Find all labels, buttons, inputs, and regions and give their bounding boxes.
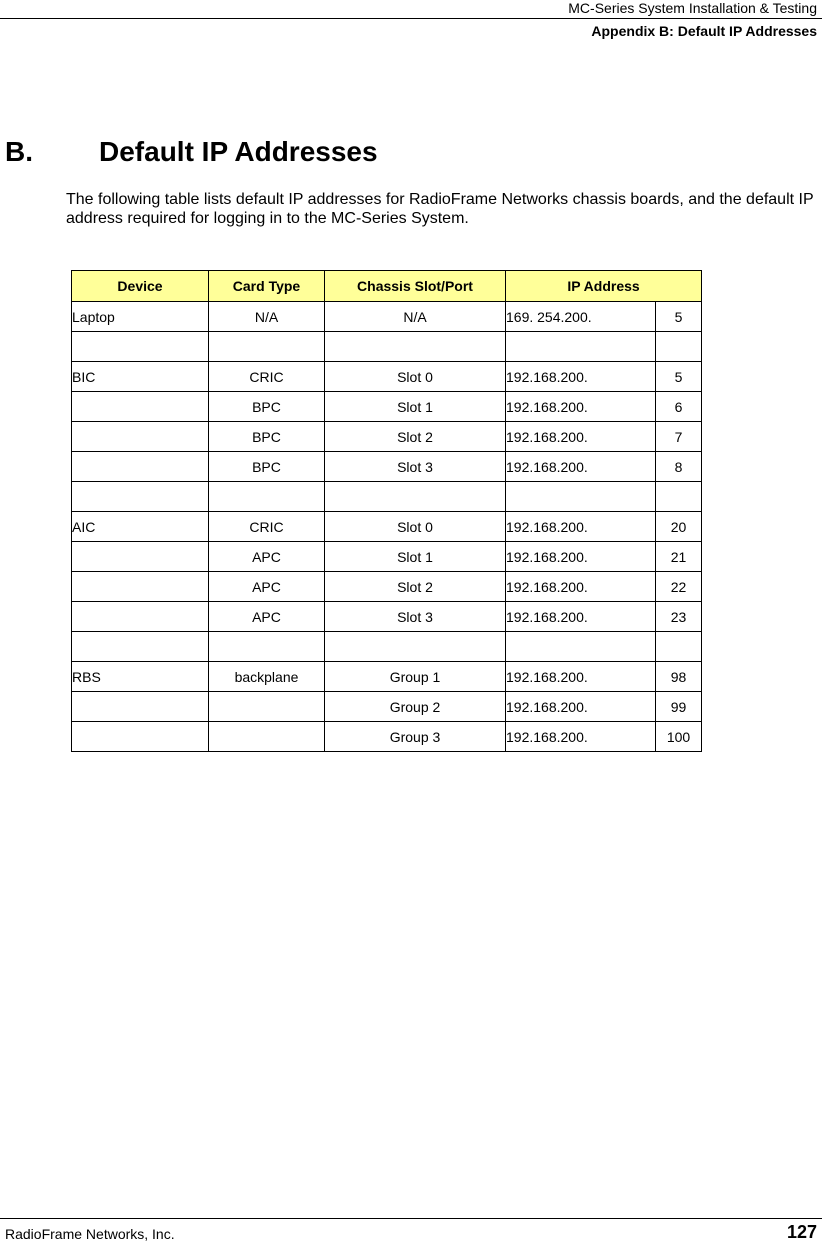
cell-chassis-slot: Slot 0 [325, 512, 506, 542]
cell-card-type: N/A [209, 302, 325, 332]
cell-card-type: APC [209, 542, 325, 572]
cell-ip-host: 5 [656, 302, 702, 332]
cell-ip-prefix: 192.168.200. [506, 362, 656, 392]
table-row [72, 332, 702, 362]
cell-ip-prefix [506, 332, 656, 362]
cell-device: BIC [72, 362, 209, 392]
cell-ip-prefix: 169. 254.200. [506, 302, 656, 332]
table-row [72, 662, 702, 692]
cell-card-type: APC [209, 602, 325, 632]
table-row [72, 422, 702, 452]
table-row [72, 722, 702, 752]
cell-chassis-slot: Slot 3 [325, 452, 506, 482]
cell-device [72, 602, 209, 632]
cell-chassis-slot: Slot 1 [325, 542, 506, 572]
cell-device [72, 332, 209, 362]
intro-paragraph: The following table lists default IP addresses for RadioFrame Networks chassis boards, and the default IP address required for logging in to the MC-Series System. [66, 191, 814, 227]
cell-chassis-slot [325, 632, 506, 662]
table-row [72, 452, 702, 482]
cell-card-type: BPC [209, 392, 325, 422]
cell-device [72, 632, 209, 662]
header-rule [0, 18, 822, 19]
cell-device [72, 722, 209, 752]
cell-device: Laptop [72, 302, 209, 332]
cell-ip-prefix [506, 482, 656, 512]
cell-chassis-slot [325, 332, 506, 362]
cell-card-type [209, 692, 325, 722]
table-row [72, 392, 702, 422]
column-header-card-type: Card Type [209, 271, 325, 302]
cell-device [72, 692, 209, 722]
cell-ip-host [656, 632, 702, 662]
cell-ip-prefix: 192.168.200. [506, 392, 656, 422]
table-header-row [72, 271, 702, 302]
cell-chassis-slot: Slot 3 [325, 602, 506, 632]
cell-device [72, 422, 209, 452]
cell-device [72, 542, 209, 572]
section-number: B. [5, 136, 33, 167]
cell-device: AIC [72, 512, 209, 542]
cell-ip-host: 20 [656, 512, 702, 542]
cell-device [72, 572, 209, 602]
table-row [72, 602, 702, 632]
cell-ip-prefix: 192.168.200. [506, 512, 656, 542]
cell-ip-prefix: 192.168.200. [506, 722, 656, 752]
section-title: Default IP Addresses [99, 136, 378, 167]
page-number: 127 [786, 1222, 817, 1242]
cell-chassis-slot: Slot 2 [325, 572, 506, 602]
cell-chassis-slot: N/A [325, 302, 506, 332]
cell-chassis-slot: Group 2 [325, 692, 506, 722]
footer-rule [0, 1218, 822, 1219]
cell-device [72, 452, 209, 482]
cell-ip-host: 98 [656, 662, 702, 692]
cell-card-type: backplane [209, 662, 325, 692]
cell-card-type: CRIC [209, 512, 325, 542]
cell-card-type: APC [209, 572, 325, 602]
cell-ip-prefix: 192.168.200. [506, 422, 656, 452]
cell-ip-host: 22 [656, 572, 702, 602]
column-header-ip-address: IP Address [506, 271, 702, 302]
table-row [72, 542, 702, 572]
cell-card-type [209, 482, 325, 512]
cell-ip-prefix: 192.168.200. [506, 542, 656, 572]
cell-ip-prefix: 192.168.200. [506, 572, 656, 602]
cell-ip-host [656, 332, 702, 362]
cell-chassis-slot: Slot 2 [325, 422, 506, 452]
cell-ip-host: 100 [656, 722, 702, 752]
cell-card-type [209, 632, 325, 662]
table-row [72, 362, 702, 392]
table-row [72, 572, 702, 602]
cell-card-type [209, 722, 325, 752]
cell-card-type [209, 332, 325, 362]
cell-ip-prefix: 192.168.200. [506, 452, 656, 482]
cell-ip-host: 23 [656, 602, 702, 632]
cell-ip-host: 99 [656, 692, 702, 722]
cell-ip-host: 6 [656, 392, 702, 422]
cell-ip-prefix [506, 632, 656, 662]
cell-chassis-slot: Group 3 [325, 722, 506, 752]
cell-chassis-slot [325, 482, 506, 512]
cell-ip-host: 5 [656, 362, 702, 392]
cell-chassis-slot: Slot 1 [325, 392, 506, 422]
running-header-subtitle: Appendix B: Default IP Addresses [591, 23, 817, 39]
table-row [72, 482, 702, 512]
cell-ip-prefix: 192.168.200. [506, 692, 656, 722]
ip-address-table [71, 270, 702, 752]
cell-ip-prefix: 192.168.200. [506, 602, 656, 632]
cell-chassis-slot: Slot 0 [325, 362, 506, 392]
cell-ip-host: 21 [656, 542, 702, 572]
table-row [72, 632, 702, 662]
running-header-title: MC-Series System Installation & Testing [568, 0, 817, 16]
column-header-chassis-slot: Chassis Slot/Port [325, 271, 506, 302]
cell-card-type: BPC [209, 452, 325, 482]
cell-chassis-slot: Group 1 [325, 662, 506, 692]
table-row [72, 512, 702, 542]
table-body [72, 302, 702, 752]
cell-card-type: CRIC [209, 362, 325, 392]
column-header-device: Device [72, 271, 209, 302]
table-row [72, 692, 702, 722]
cell-ip-prefix: 192.168.200. [506, 662, 656, 692]
cell-device: RBS [72, 662, 209, 692]
cell-device [72, 482, 209, 512]
cell-device [72, 392, 209, 422]
footer-company: RadioFrame Networks, Inc. [5, 1226, 175, 1242]
table-row [72, 302, 702, 332]
cell-ip-host: 8 [656, 452, 702, 482]
cell-card-type: BPC [209, 422, 325, 452]
cell-ip-host [656, 482, 702, 512]
cell-ip-host: 7 [656, 422, 702, 452]
